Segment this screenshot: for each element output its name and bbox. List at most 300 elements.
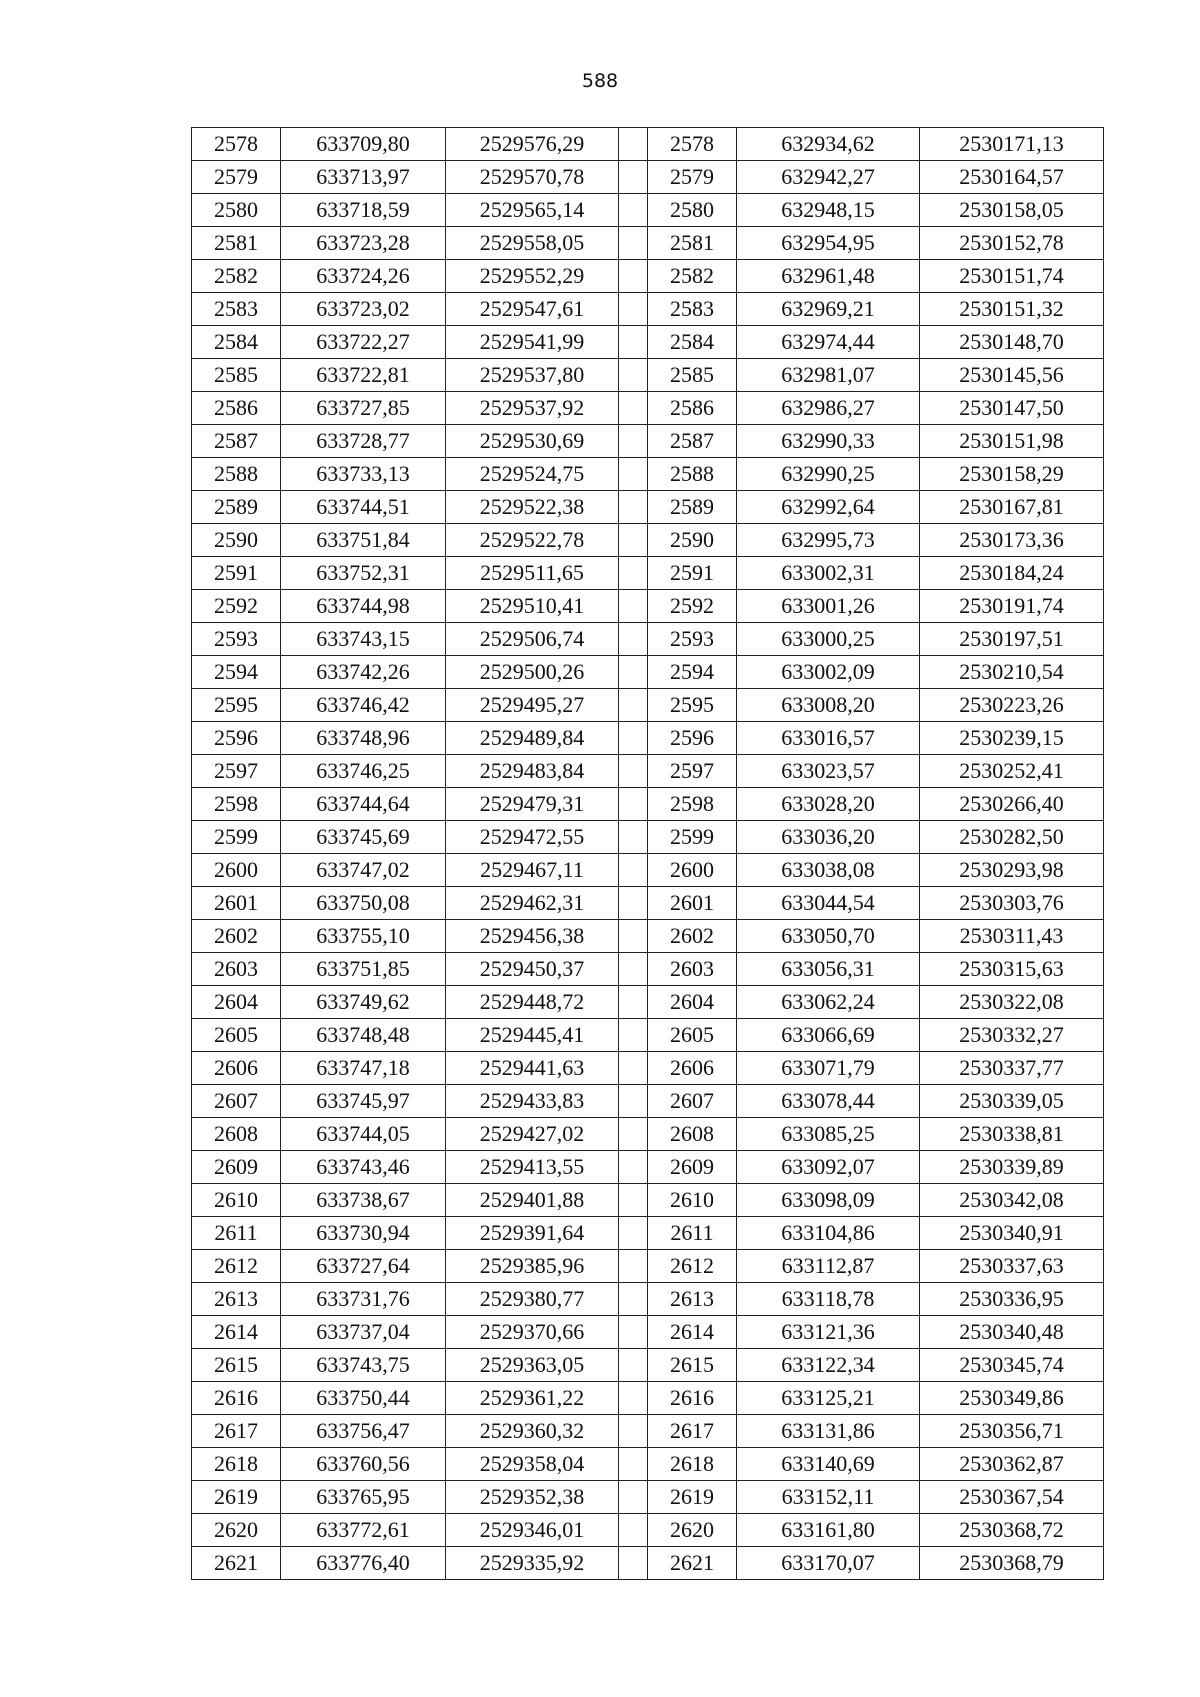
point-number-left: 2606 <box>192 1052 281 1085</box>
x-coordinate-left: 633743,75 <box>281 1349 446 1382</box>
y-coordinate-right: 2530340,91 <box>920 1217 1104 1250</box>
point-number-left: 2607 <box>192 1085 281 1118</box>
y-coordinate-left: 2529401,88 <box>446 1184 619 1217</box>
x-coordinate-right: 633104,86 <box>737 1217 920 1250</box>
x-coordinate-left: 633724,26 <box>281 260 446 293</box>
spacer-cell <box>619 194 648 227</box>
spacer-cell <box>619 128 648 161</box>
y-coordinate-left: 2529448,72 <box>446 986 619 1019</box>
point-number-left: 2591 <box>192 557 281 590</box>
table-row <box>192 359 1104 392</box>
table-row <box>192 953 1104 986</box>
table-row <box>192 326 1104 359</box>
y-coordinate-left: 2529558,05 <box>446 227 619 260</box>
point-number-left: 2615 <box>192 1349 281 1382</box>
y-coordinate-left: 2529552,29 <box>446 260 619 293</box>
point-number-left: 2590 <box>192 524 281 557</box>
spacer-cell <box>619 986 648 1019</box>
point-number-left: 2619 <box>192 1481 281 1514</box>
point-number-left: 2603 <box>192 953 281 986</box>
table-row <box>192 1514 1104 1547</box>
x-coordinate-left: 633748,48 <box>281 1019 446 1052</box>
y-coordinate-right: 2530164,57 <box>920 161 1104 194</box>
x-coordinate-right: 632990,33 <box>737 425 920 458</box>
table-row <box>192 788 1104 821</box>
y-coordinate-left: 2529450,37 <box>446 953 619 986</box>
point-number-left: 2602 <box>192 920 281 953</box>
x-coordinate-right: 633098,09 <box>737 1184 920 1217</box>
y-coordinate-left: 2529530,69 <box>446 425 619 458</box>
y-coordinate-left: 2529570,78 <box>446 161 619 194</box>
table-row <box>192 491 1104 524</box>
x-coordinate-left: 633760,56 <box>281 1448 446 1481</box>
table-row <box>192 1217 1104 1250</box>
y-coordinate-left: 2529576,29 <box>446 128 619 161</box>
y-coordinate-left: 2529467,11 <box>446 854 619 887</box>
point-number-right: 2594 <box>648 656 737 689</box>
point-number-left: 2614 <box>192 1316 281 1349</box>
spacer-cell <box>619 359 648 392</box>
table-row <box>192 227 1104 260</box>
x-coordinate-right: 632969,21 <box>737 293 920 326</box>
x-coordinate-left: 633727,64 <box>281 1250 446 1283</box>
x-coordinate-right: 633085,25 <box>737 1118 920 1151</box>
x-coordinate-right: 632992,64 <box>737 491 920 524</box>
point-number-right: 2609 <box>648 1151 737 1184</box>
point-number-left: 2608 <box>192 1118 281 1151</box>
y-coordinate-left: 2529346,01 <box>446 1514 619 1547</box>
x-coordinate-right: 633125,21 <box>737 1382 920 1415</box>
y-coordinate-left: 2529456,38 <box>446 920 619 953</box>
x-coordinate-right: 633000,25 <box>737 623 920 656</box>
point-number-left: 2578 <box>192 128 281 161</box>
y-coordinate-left: 2529380,77 <box>446 1283 619 1316</box>
point-number-right: 2619 <box>648 1481 737 1514</box>
y-coordinate-right: 2530151,98 <box>920 425 1104 458</box>
y-coordinate-left: 2529479,31 <box>446 788 619 821</box>
x-coordinate-right: 633044,54 <box>737 887 920 920</box>
point-number-left: 2605 <box>192 1019 281 1052</box>
y-coordinate-left: 2529352,38 <box>446 1481 619 1514</box>
point-number-left: 2604 <box>192 986 281 1019</box>
point-number-left: 2621 <box>192 1547 281 1580</box>
x-coordinate-left: 633752,31 <box>281 557 446 590</box>
y-coordinate-right: 2530173,36 <box>920 524 1104 557</box>
point-number-right: 2583 <box>648 293 737 326</box>
x-coordinate-right: 633016,57 <box>737 722 920 755</box>
point-number-left: 2583 <box>192 293 281 326</box>
y-coordinate-left: 2529472,55 <box>446 821 619 854</box>
x-coordinate-left: 633751,85 <box>281 953 446 986</box>
x-coordinate-left: 633748,96 <box>281 722 446 755</box>
point-number-right: 2586 <box>648 392 737 425</box>
spacer-cell <box>619 1019 648 1052</box>
table-row <box>192 293 1104 326</box>
spacer-cell <box>619 1217 648 1250</box>
point-number-left: 2579 <box>192 161 281 194</box>
x-coordinate-left: 633765,95 <box>281 1481 446 1514</box>
y-coordinate-left: 2529441,63 <box>446 1052 619 1085</box>
x-coordinate-left: 633731,76 <box>281 1283 446 1316</box>
x-coordinate-left: 633730,94 <box>281 1217 446 1250</box>
x-coordinate-right: 633121,36 <box>737 1316 920 1349</box>
x-coordinate-right: 633078,44 <box>737 1085 920 1118</box>
y-coordinate-left: 2529335,92 <box>446 1547 619 1580</box>
x-coordinate-right: 633161,80 <box>737 1514 920 1547</box>
table-row <box>192 425 1104 458</box>
spacer-cell <box>619 1448 648 1481</box>
y-coordinate-right: 2530315,63 <box>920 953 1104 986</box>
spacer-cell <box>619 1184 648 1217</box>
x-coordinate-left: 633743,46 <box>281 1151 446 1184</box>
y-coordinate-right: 2530332,27 <box>920 1019 1104 1052</box>
x-coordinate-left: 633728,77 <box>281 425 446 458</box>
table-row <box>192 128 1104 161</box>
spacer-cell <box>619 854 648 887</box>
point-number-left: 2589 <box>192 491 281 524</box>
y-coordinate-left: 2529445,41 <box>446 1019 619 1052</box>
spacer-cell <box>619 1151 648 1184</box>
y-coordinate-left: 2529537,80 <box>446 359 619 392</box>
point-number-right: 2580 <box>648 194 737 227</box>
x-coordinate-left: 633723,02 <box>281 293 446 326</box>
coordinates-table <box>191 127 1104 1580</box>
point-number-right: 2590 <box>648 524 737 557</box>
table-row <box>192 1151 1104 1184</box>
table-row <box>192 1448 1104 1481</box>
point-number-left: 2617 <box>192 1415 281 1448</box>
x-coordinate-right: 633008,20 <box>737 689 920 722</box>
x-coordinate-right: 633092,07 <box>737 1151 920 1184</box>
y-coordinate-left: 2529506,74 <box>446 623 619 656</box>
spacer-cell <box>619 722 648 755</box>
y-coordinate-left: 2529385,96 <box>446 1250 619 1283</box>
y-coordinate-left: 2529495,27 <box>446 689 619 722</box>
point-number-left: 2593 <box>192 623 281 656</box>
y-coordinate-left: 2529522,38 <box>446 491 619 524</box>
table-row <box>192 1118 1104 1151</box>
y-coordinate-right: 2530252,41 <box>920 755 1104 788</box>
y-coordinate-right: 2530171,13 <box>920 128 1104 161</box>
point-number-right: 2614 <box>648 1316 737 1349</box>
y-coordinate-left: 2529489,84 <box>446 722 619 755</box>
point-number-right: 2604 <box>648 986 737 1019</box>
point-number-right: 2618 <box>648 1448 737 1481</box>
point-number-right: 2600 <box>648 854 737 887</box>
spacer-cell <box>619 227 648 260</box>
x-coordinate-right: 632990,25 <box>737 458 920 491</box>
spacer-cell <box>619 392 648 425</box>
x-coordinate-right: 633001,26 <box>737 590 920 623</box>
table-row <box>192 755 1104 788</box>
table-row <box>192 392 1104 425</box>
point-number-right: 2599 <box>648 821 737 854</box>
x-coordinate-right: 633118,78 <box>737 1283 920 1316</box>
y-coordinate-left: 2529500,26 <box>446 656 619 689</box>
x-coordinate-right: 632986,27 <box>737 392 920 425</box>
point-number-right: 2608 <box>648 1118 737 1151</box>
y-coordinate-left: 2529391,64 <box>446 1217 619 1250</box>
table-row <box>192 854 1104 887</box>
spacer-cell <box>619 1349 648 1382</box>
y-coordinate-left: 2529510,41 <box>446 590 619 623</box>
point-number-left: 2618 <box>192 1448 281 1481</box>
point-number-right: 2612 <box>648 1250 737 1283</box>
y-coordinate-right: 2530210,54 <box>920 656 1104 689</box>
point-number-right: 2598 <box>648 788 737 821</box>
spacer-cell <box>619 293 648 326</box>
y-coordinate-left: 2529360,32 <box>446 1415 619 1448</box>
y-coordinate-right: 2530191,74 <box>920 590 1104 623</box>
x-coordinate-left: 633738,67 <box>281 1184 446 1217</box>
point-number-left: 2587 <box>192 425 281 458</box>
spacer-cell <box>619 590 648 623</box>
spacer-cell <box>619 689 648 722</box>
y-coordinate-right: 2530282,50 <box>920 821 1104 854</box>
y-coordinate-left: 2529522,78 <box>446 524 619 557</box>
table-row <box>192 1349 1104 1382</box>
x-coordinate-right: 632934,62 <box>737 128 920 161</box>
spacer-cell <box>619 1547 648 1580</box>
point-number-left: 2601 <box>192 887 281 920</box>
x-coordinate-right: 633023,57 <box>737 755 920 788</box>
point-number-left: 2613 <box>192 1283 281 1316</box>
page-number: 588 <box>581 70 619 92</box>
x-coordinate-right: 633002,31 <box>737 557 920 590</box>
table-row <box>192 458 1104 491</box>
x-coordinate-left: 633733,13 <box>281 458 446 491</box>
y-coordinate-right: 2530338,81 <box>920 1118 1104 1151</box>
table-row <box>192 194 1104 227</box>
x-coordinate-right: 633112,87 <box>737 1250 920 1283</box>
y-coordinate-left: 2529483,84 <box>446 755 619 788</box>
x-coordinate-left: 633737,04 <box>281 1316 446 1349</box>
table-row <box>192 1316 1104 1349</box>
x-coordinate-right: 633038,08 <box>737 854 920 887</box>
x-coordinate-left: 633747,18 <box>281 1052 446 1085</box>
table-row <box>192 161 1104 194</box>
table-row <box>192 986 1104 1019</box>
table-row <box>192 524 1104 557</box>
x-coordinate-left: 633722,81 <box>281 359 446 392</box>
y-coordinate-left: 2529358,04 <box>446 1448 619 1481</box>
x-coordinate-right: 632948,15 <box>737 194 920 227</box>
point-number-right: 2613 <box>648 1283 737 1316</box>
point-number-right: 2615 <box>648 1349 737 1382</box>
table-row <box>192 920 1104 953</box>
table-row <box>192 1085 1104 1118</box>
spacer-cell <box>619 920 648 953</box>
spacer-cell <box>619 1481 648 1514</box>
spacer-cell <box>619 623 648 656</box>
point-number-left: 2581 <box>192 227 281 260</box>
table-row <box>192 1415 1104 1448</box>
spacer-cell <box>619 326 648 359</box>
point-number-right: 2610 <box>648 1184 737 1217</box>
y-coordinate-left: 2529524,75 <box>446 458 619 491</box>
table-row <box>192 557 1104 590</box>
spacer-cell <box>619 1250 648 1283</box>
y-coordinate-right: 2530342,08 <box>920 1184 1104 1217</box>
point-number-left: 2612 <box>192 1250 281 1283</box>
spacer-cell <box>619 1382 648 1415</box>
point-number-left: 2596 <box>192 722 281 755</box>
table-row <box>192 722 1104 755</box>
x-coordinate-left: 633709,80 <box>281 128 446 161</box>
table-row <box>192 260 1104 293</box>
point-number-left: 2594 <box>192 656 281 689</box>
spacer-cell <box>619 788 648 821</box>
point-number-right: 2582 <box>648 260 737 293</box>
table-row <box>192 1547 1104 1580</box>
y-coordinate-left: 2529361,22 <box>446 1382 619 1415</box>
spacer-cell <box>619 524 648 557</box>
x-coordinate-left: 633755,10 <box>281 920 446 953</box>
x-coordinate-right: 633056,31 <box>737 953 920 986</box>
table-row <box>192 821 1104 854</box>
table-row <box>192 1052 1104 1085</box>
x-coordinate-right: 633122,34 <box>737 1349 920 1382</box>
y-coordinate-right: 2530339,05 <box>920 1085 1104 1118</box>
y-coordinate-right: 2530322,08 <box>920 986 1104 1019</box>
point-number-right: 2605 <box>648 1019 737 1052</box>
point-number-right: 2607 <box>648 1085 737 1118</box>
x-coordinate-left: 633756,47 <box>281 1415 446 1448</box>
y-coordinate-left: 2529547,61 <box>446 293 619 326</box>
table-row <box>192 656 1104 689</box>
point-number-left: 2580 <box>192 194 281 227</box>
y-coordinate-right: 2530148,70 <box>920 326 1104 359</box>
point-number-right: 2585 <box>648 359 737 392</box>
y-coordinate-right: 2530339,89 <box>920 1151 1104 1184</box>
y-coordinate-right: 2530147,50 <box>920 392 1104 425</box>
y-coordinate-right: 2530367,54 <box>920 1481 1104 1514</box>
y-coordinate-right: 2530336,95 <box>920 1283 1104 1316</box>
y-coordinate-right: 2530145,56 <box>920 359 1104 392</box>
table-row <box>192 1019 1104 1052</box>
x-coordinate-left: 633776,40 <box>281 1547 446 1580</box>
spacer-cell <box>619 656 648 689</box>
y-coordinate-left: 2529537,92 <box>446 392 619 425</box>
x-coordinate-left: 633744,98 <box>281 590 446 623</box>
point-number-right: 2592 <box>648 590 737 623</box>
point-number-right: 2588 <box>648 458 737 491</box>
spacer-cell <box>619 1316 648 1349</box>
point-number-right: 2620 <box>648 1514 737 1547</box>
x-coordinate-left: 633743,15 <box>281 623 446 656</box>
y-coordinate-right: 2530337,77 <box>920 1052 1104 1085</box>
point-number-right: 2578 <box>648 128 737 161</box>
table-row <box>192 1184 1104 1217</box>
spacer-cell <box>619 491 648 524</box>
point-number-left: 2585 <box>192 359 281 392</box>
y-coordinate-right: 2530151,74 <box>920 260 1104 293</box>
point-number-left: 2600 <box>192 854 281 887</box>
spacer-cell <box>619 1052 648 1085</box>
x-coordinate-right: 633071,79 <box>737 1052 920 1085</box>
y-coordinate-right: 2530337,63 <box>920 1250 1104 1283</box>
x-coordinate-right: 632954,95 <box>737 227 920 260</box>
x-coordinate-left: 633747,02 <box>281 854 446 887</box>
point-number-left: 2586 <box>192 392 281 425</box>
y-coordinate-right: 2530293,98 <box>920 854 1104 887</box>
point-number-right: 2611 <box>648 1217 737 1250</box>
x-coordinate-left: 633749,62 <box>281 986 446 1019</box>
spacer-cell <box>619 1514 648 1547</box>
point-number-left: 2597 <box>192 755 281 788</box>
y-coordinate-left: 2529541,99 <box>446 326 619 359</box>
x-coordinate-right: 633152,11 <box>737 1481 920 1514</box>
spacer-cell <box>619 425 648 458</box>
spacer-cell <box>619 821 648 854</box>
x-coordinate-left: 633772,61 <box>281 1514 446 1547</box>
spacer-cell <box>619 1283 648 1316</box>
point-number-right: 2621 <box>648 1547 737 1580</box>
point-number-right: 2617 <box>648 1415 737 1448</box>
x-coordinate-left: 633722,27 <box>281 326 446 359</box>
x-coordinate-left: 633727,85 <box>281 392 446 425</box>
point-number-right: 2616 <box>648 1382 737 1415</box>
point-number-left: 2610 <box>192 1184 281 1217</box>
x-coordinate-right: 633050,70 <box>737 920 920 953</box>
point-number-right: 2597 <box>648 755 737 788</box>
x-coordinate-left: 633744,05 <box>281 1118 446 1151</box>
x-coordinate-right: 632981,07 <box>737 359 920 392</box>
point-number-right: 2579 <box>648 161 737 194</box>
x-coordinate-right: 632942,27 <box>737 161 920 194</box>
x-coordinate-left: 633745,97 <box>281 1085 446 1118</box>
y-coordinate-right: 2530345,74 <box>920 1349 1104 1382</box>
x-coordinate-right: 632995,73 <box>737 524 920 557</box>
spacer-cell <box>619 260 648 293</box>
table-row <box>192 689 1104 722</box>
y-coordinate-left: 2529511,65 <box>446 557 619 590</box>
x-coordinate-right: 633036,20 <box>737 821 920 854</box>
point-number-right: 2581 <box>648 227 737 260</box>
point-number-left: 2609 <box>192 1151 281 1184</box>
y-coordinate-right: 2530311,43 <box>920 920 1104 953</box>
y-coordinate-right: 2530167,81 <box>920 491 1104 524</box>
point-number-right: 2587 <box>648 425 737 458</box>
y-coordinate-right: 2530349,86 <box>920 1382 1104 1415</box>
x-coordinate-left: 633745,69 <box>281 821 446 854</box>
point-number-left: 2588 <box>192 458 281 491</box>
point-number-left: 2599 <box>192 821 281 854</box>
spacer-cell <box>619 557 648 590</box>
x-coordinate-left: 633742,26 <box>281 656 446 689</box>
point-number-right: 2589 <box>648 491 737 524</box>
point-number-left: 2584 <box>192 326 281 359</box>
point-number-left: 2611 <box>192 1217 281 1250</box>
y-coordinate-right: 2530303,76 <box>920 887 1104 920</box>
spacer-cell <box>619 887 648 920</box>
spacer-cell <box>619 458 648 491</box>
spacer-cell <box>619 953 648 986</box>
x-coordinate-left: 633746,42 <box>281 689 446 722</box>
point-number-left: 2616 <box>192 1382 281 1415</box>
y-coordinate-right: 2530362,87 <box>920 1448 1104 1481</box>
table-row <box>192 590 1104 623</box>
x-coordinate-left: 633723,28 <box>281 227 446 260</box>
table-row <box>192 1283 1104 1316</box>
table-row <box>192 1481 1104 1514</box>
x-coordinate-left: 633713,97 <box>281 161 446 194</box>
y-coordinate-right: 2530368,79 <box>920 1547 1104 1580</box>
x-coordinate-right: 633131,86 <box>737 1415 920 1448</box>
point-number-left: 2592 <box>192 590 281 623</box>
point-number-left: 2595 <box>192 689 281 722</box>
y-coordinate-right: 2530239,15 <box>920 722 1104 755</box>
